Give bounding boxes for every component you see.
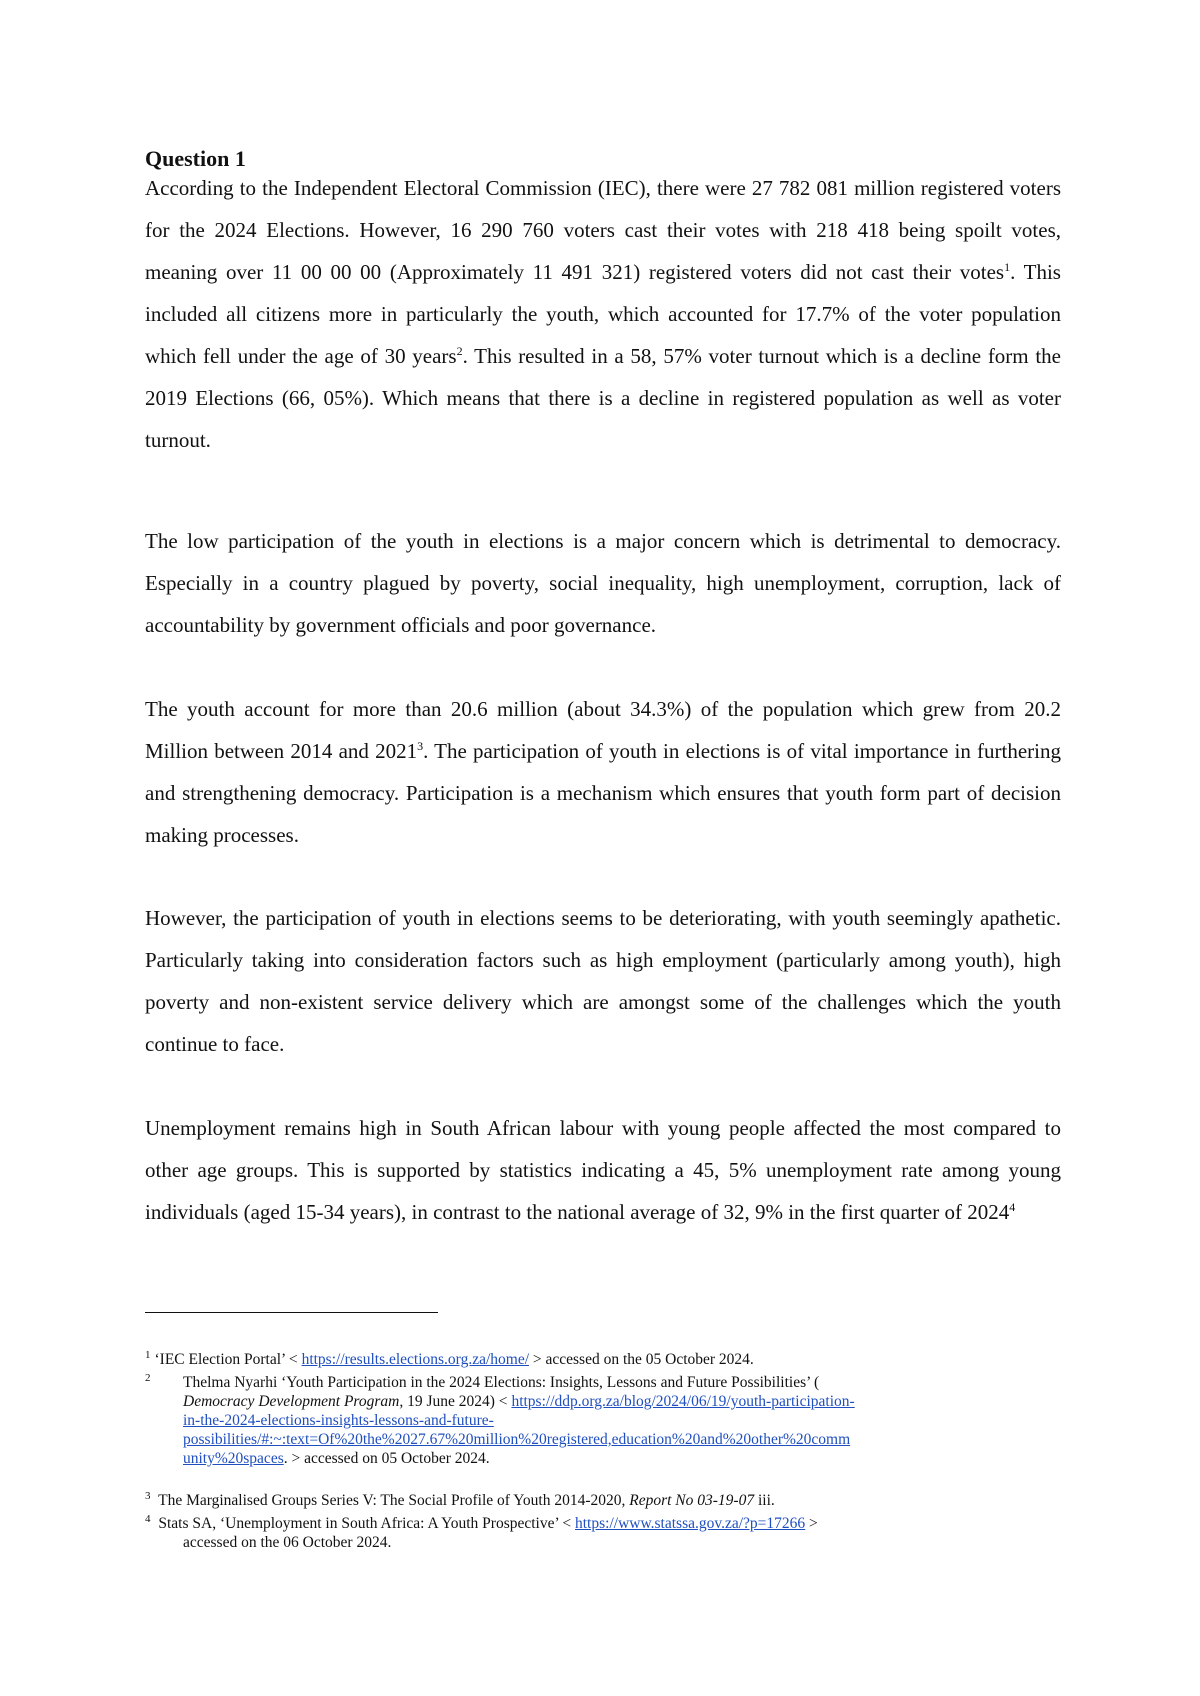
footnote-separator xyxy=(145,1312,438,1313)
paragraph-1-text-b: . This included all citizens more in particularly the youth, which accounted for 17.7% of the voter population which fell under the age of 30 years xyxy=(145,260,1061,368)
paragraph-1-text-c: . This resulted in a 58, 57% voter turnout which is a decline form the 2019 Elections (66, 05%). Which means that there is a decline in registered population as well as voter turnout. xyxy=(145,344,1061,452)
footnote-ref-2[interactable]: 2 xyxy=(456,344,463,358)
paragraph-1-text-a: According to the Independent Electoral Commission (IEC), there were 27 782 081 million registered voters for the 2024 Elections. However, 16 290 760 voters cast their votes with 218 418 being spoilt votes, meaning over 11 00 00 00 (Approximately 11 491 321) registered voters did not cast their votes xyxy=(145,176,1061,284)
paragraph-3-text-a: The youth account for more than 20.6 million (about 34.3%) of the population which grew from 20.2 Million between 2014 and 2021 xyxy=(145,697,1061,763)
footnote-3-number: 3 xyxy=(145,1489,151,1502)
paragraph-3 xyxy=(145,688,1061,856)
paragraph-4: However, the participation of youth in elections seems to be deteriorating, with youth seemingly apathetic. Particularly taking into consideration factors such as high employment (particularly among youth), high poverty and non-existent service delivery which are amongst some of the challenges which the youth continue to face. xyxy=(145,906,1061,1056)
paragraph-1 xyxy=(145,167,1061,461)
footnote-3-italic: Report No 03-19-07 xyxy=(629,1492,755,1509)
footnote-ref-4[interactable]: 4 xyxy=(1009,1200,1016,1214)
paragraph-5-text: Unemployment remains high in South African labour with young people affected the most compared to other age groups. This is supported by statistics indicating a 45, 5% unemployment rate among young individuals (aged 15-34 years), in contrast to the national average of 32, 9% in the first quarter of 2024 xyxy=(145,1116,1061,1224)
footnote-4-number: 4 xyxy=(145,1512,151,1525)
footnote-2-number: 2 xyxy=(145,1371,151,1384)
footnote-4 xyxy=(145,1514,1061,1552)
footnote-1-link[interactable]: https://results.elections.org.za/home/ xyxy=(301,1351,529,1368)
footnote-ref-1[interactable]: 1 xyxy=(1004,260,1011,274)
footnote-2-link-line3[interactable]: possibilities/#:~:text=Of%20the%2027.67%20million%20registered,education%20and%20other%20comm xyxy=(183,1431,851,1448)
paragraph-3-text-b: . The participation of youth in elections is of vital importance in furthering and strengthening democracy. Participation is a mechanism which ensures that youth form part of decision making processes. xyxy=(145,739,1061,847)
paragraph-5 xyxy=(145,1107,1061,1233)
footnote-2-link-line1[interactable]: https://ddp.org.za/blog/2024/06/19/youth-participation- xyxy=(511,1393,855,1410)
footnote-4-post: > xyxy=(809,1515,818,1532)
footnote-1-number: 1 xyxy=(145,1348,151,1361)
footnote-ref-3[interactable]: 3 xyxy=(417,739,424,753)
footnote-2-mid: 19 June 2024) < xyxy=(403,1393,508,1410)
paragraph-2: The low participation of the youth in elections is a major concern which is detrimental to democracy. Especially in a country plagued by poverty, social inequality, high unemployment, corruption, lack of accountability by government officials and poor governance. xyxy=(145,529,1061,637)
footnote-4-line2: accessed on the 06 October 2024. xyxy=(183,1534,392,1551)
footnote-3-pre: The Marginalised Groups Series V: The Social Profile of Youth 2014-2020, xyxy=(158,1492,626,1509)
footnote-2-post: . > accessed on 05 October 2024. xyxy=(283,1450,490,1467)
footnote-1-post: > accessed on the 05 October 2024. xyxy=(532,1351,754,1368)
page-heading: Question 1 xyxy=(145,146,246,171)
footnote-4-pre: Stats SA, ‘Unemployment in South Africa: A Youth Prospective’ < xyxy=(158,1515,572,1532)
footnote-2-italic: Democracy Development Program, xyxy=(183,1393,404,1410)
footnote-2-link-line4[interactable]: unity%20spaces xyxy=(183,1450,284,1467)
footnote-4-link[interactable]: https://www.statssa.gov.za/?p=17266 xyxy=(575,1515,806,1532)
footnote-2 xyxy=(145,1373,1061,1468)
footnote-3-post: iii. xyxy=(757,1492,775,1509)
footnote-2-link-line2[interactable]: in-the-2024-elections-insights-lessons-and-future- xyxy=(183,1412,494,1429)
footnote-1 xyxy=(145,1350,1061,1369)
footnote-2-pre: Thelma Nyarhi ‘Youth Participation in the 2024 Elections: Insights, Lessons and Future Possibilities’ ( xyxy=(183,1374,820,1391)
footnote-1-pre: ‘IEC Election Portal’ < xyxy=(154,1351,298,1368)
footnote-3 xyxy=(145,1491,1061,1510)
